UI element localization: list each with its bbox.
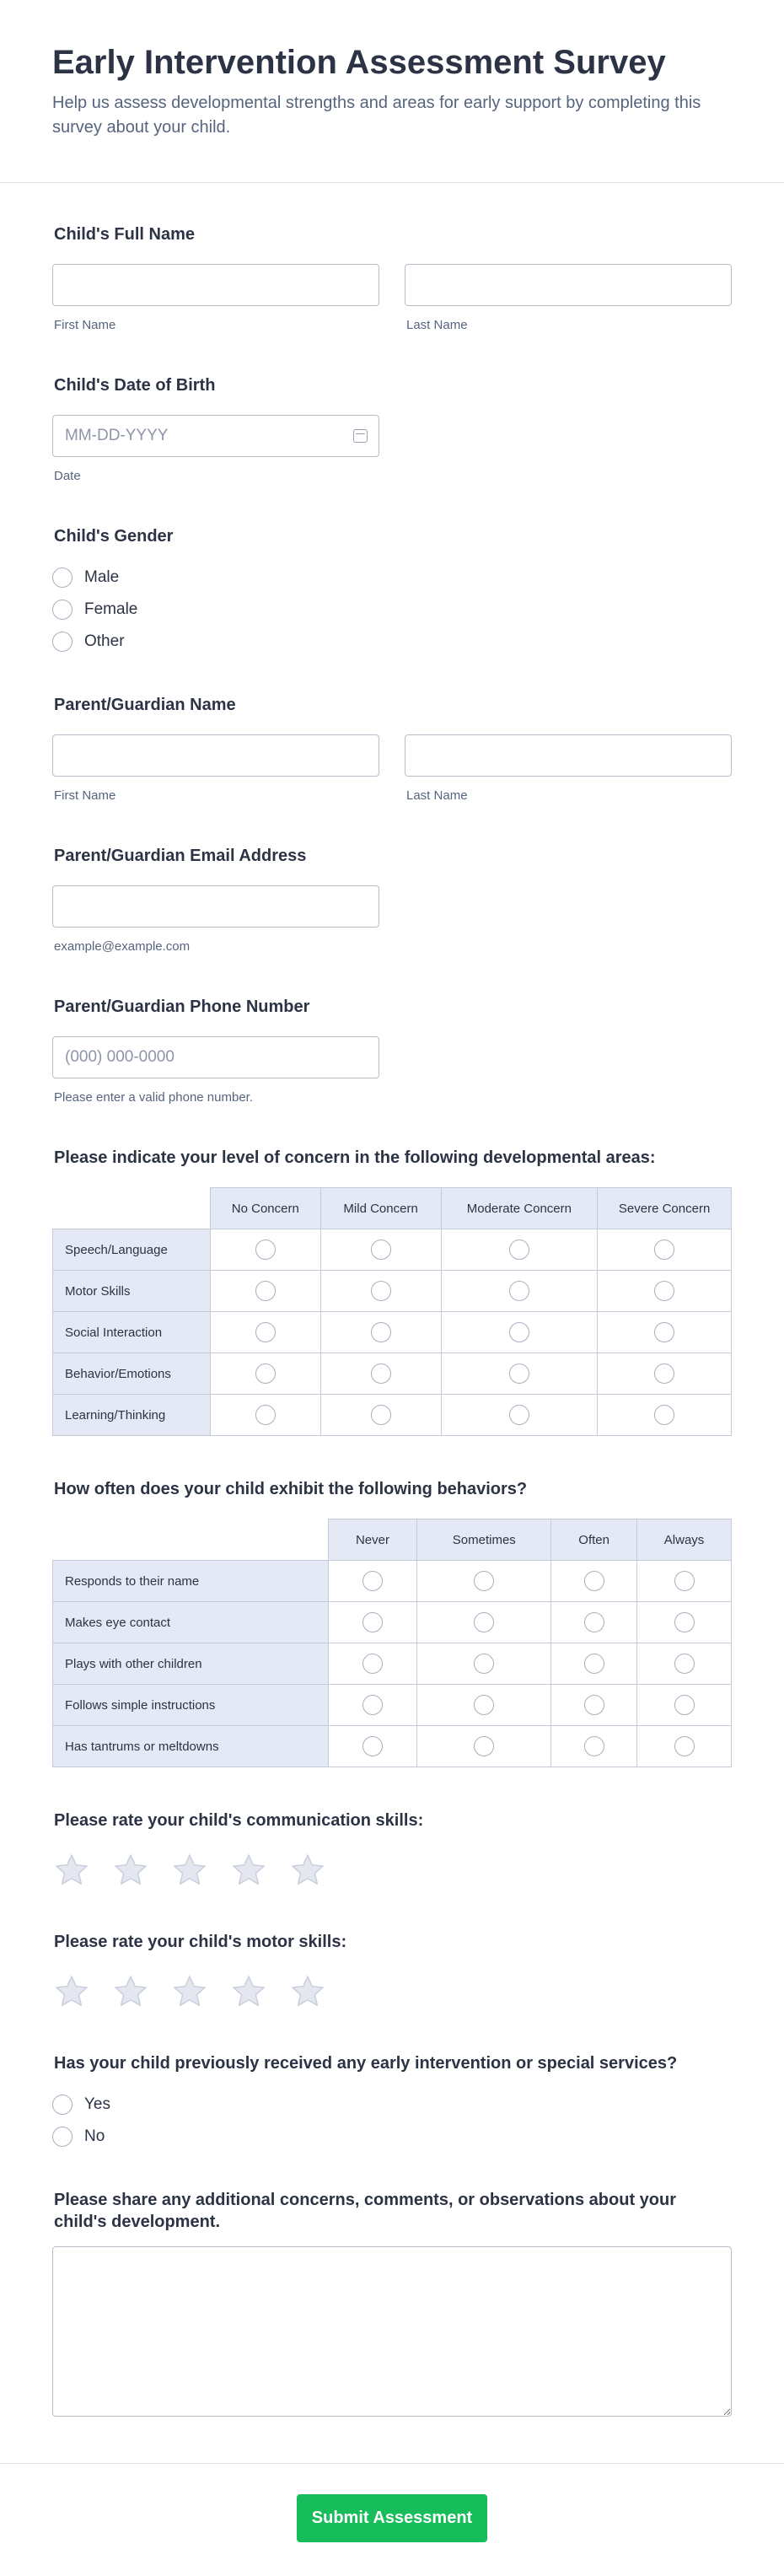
matrix-column-header: Sometimes xyxy=(417,1519,551,1561)
matrix-radio[interactable] xyxy=(674,1736,695,1756)
guardian-first-name-input[interactable] xyxy=(52,734,379,777)
email-input[interactable] xyxy=(52,885,379,928)
concern-matrix-field xyxy=(52,1147,732,1436)
gender-options xyxy=(52,566,732,652)
matrix-radio[interactable] xyxy=(255,1240,276,1260)
matrix-row-label: Behavior/Emotions xyxy=(53,1353,211,1395)
matrix-radio[interactable] xyxy=(674,1612,695,1632)
matrix-row-label: Makes eye contact xyxy=(53,1602,329,1643)
email-field xyxy=(52,845,732,954)
matrix-column-header: Often xyxy=(551,1519,637,1561)
matrix-radio[interactable] xyxy=(584,1571,604,1591)
matrix-radio[interactable] xyxy=(474,1612,494,1632)
prior-services-option-no[interactable] xyxy=(52,2127,732,2147)
form-header xyxy=(0,0,784,183)
matrix-row xyxy=(53,1726,732,1767)
child-first-name-input[interactable] xyxy=(52,264,379,306)
matrix-radio[interactable] xyxy=(584,1736,604,1756)
prior-services-label: Has your child previously received any early intervention or special services? xyxy=(54,2054,678,2073)
phone-label: Parent/Guardian Phone Number xyxy=(54,998,310,1016)
star-icon[interactable] xyxy=(111,1852,150,1889)
matrix-radio[interactable] xyxy=(654,1322,674,1342)
matrix-row-label: Speech/Language xyxy=(53,1229,211,1271)
child-last-name-input[interactable] xyxy=(405,264,732,306)
matrix-radio[interactable] xyxy=(362,1695,383,1715)
guardian-name-field xyxy=(52,694,732,803)
motor-rating-field xyxy=(52,1931,732,2010)
guardian-first-name-sublabel: First Name xyxy=(54,788,116,803)
star-icon[interactable] xyxy=(229,1973,268,2010)
matrix-radio[interactable] xyxy=(362,1612,383,1632)
dob-field xyxy=(52,374,732,483)
star-icon[interactable] xyxy=(52,1852,91,1889)
matrix-radio[interactable] xyxy=(509,1281,529,1301)
form-footer xyxy=(0,2463,784,2576)
prior-services-field xyxy=(52,2052,732,2147)
page-title: Early Intervention Assessment Survey xyxy=(52,44,666,81)
gender-option-other[interactable] xyxy=(52,632,732,652)
matrix-row xyxy=(53,1395,732,1436)
matrix-radio[interactable] xyxy=(371,1322,391,1342)
radio-button[interactable] xyxy=(52,567,72,588)
matrix-row xyxy=(53,1685,732,1726)
child-name-field xyxy=(52,223,732,332)
prior-services-option-yes[interactable] xyxy=(52,2095,732,2115)
matrix-radio[interactable] xyxy=(509,1363,529,1384)
behavior-matrix-field xyxy=(52,1478,732,1767)
matrix-row-label: Motor Skills xyxy=(53,1271,211,1312)
star-icon[interactable] xyxy=(52,1973,91,2010)
matrix-row-label: Responds to their name xyxy=(53,1561,329,1602)
comments-label: Please share any additional concerns, comments, or observations about your child's development. xyxy=(54,2191,676,2231)
gender-option-label: Other xyxy=(84,632,125,650)
matrix-radio[interactable] xyxy=(674,1571,695,1591)
matrix-radio[interactable] xyxy=(674,1695,695,1715)
radio-button[interactable] xyxy=(52,2127,72,2147)
matrix-radio[interactable] xyxy=(584,1695,604,1715)
gender-label: Child's Gender xyxy=(54,527,174,546)
motor-star-rating xyxy=(52,1971,732,2010)
prior-services-option-label: No xyxy=(84,2127,105,2145)
guardian-last-name-input[interactable] xyxy=(405,734,732,777)
matrix-row xyxy=(53,1643,732,1685)
gender-option-female[interactable] xyxy=(52,600,732,620)
comments-textarea[interactable] xyxy=(52,2246,732,2417)
matrix-radio[interactable] xyxy=(255,1322,276,1342)
star-icon[interactable] xyxy=(170,1973,209,2010)
matrix-radio[interactable] xyxy=(474,1654,494,1674)
radio-button[interactable] xyxy=(52,2095,72,2115)
star-icon[interactable] xyxy=(288,1973,327,2010)
matrix-row-label: Plays with other children xyxy=(53,1643,329,1685)
matrix-radio[interactable] xyxy=(371,1240,391,1260)
behavior-matrix xyxy=(52,1519,732,1767)
matrix-radio[interactable] xyxy=(674,1654,695,1674)
guardian-last-name-sublabel: Last Name xyxy=(406,788,468,803)
matrix-radio[interactable] xyxy=(509,1405,529,1425)
matrix-radio[interactable] xyxy=(255,1405,276,1425)
matrix-row xyxy=(53,1271,732,1312)
dob-input[interactable] xyxy=(52,415,379,457)
star-icon[interactable] xyxy=(111,1973,150,2010)
matrix-row-label: Social Interaction xyxy=(53,1312,211,1353)
matrix-row xyxy=(53,1353,732,1395)
matrix-radio[interactable] xyxy=(371,1405,391,1425)
matrix-radio[interactable] xyxy=(474,1695,494,1715)
matrix-column-header: Severe Concern xyxy=(598,1188,732,1229)
calendar-icon[interactable] xyxy=(353,429,368,443)
phone-input[interactable] xyxy=(52,1036,379,1078)
matrix-row xyxy=(53,1561,732,1602)
matrix-row xyxy=(53,1312,732,1353)
guardian-name-label: Parent/Guardian Name xyxy=(54,696,236,714)
gender-option-male[interactable] xyxy=(52,567,732,588)
phone-field xyxy=(52,996,732,1105)
communication-rating-field xyxy=(52,1810,732,1889)
prior-services-options xyxy=(52,2093,732,2147)
matrix-row-label: Follows simple instructions xyxy=(53,1685,329,1726)
matrix-radio[interactable] xyxy=(584,1612,604,1632)
gender-field xyxy=(52,525,732,652)
matrix-radio[interactable] xyxy=(474,1736,494,1756)
survey-form xyxy=(0,183,784,2463)
submit-button[interactable]: Submit Assessment xyxy=(297,2494,487,2542)
matrix-radio[interactable] xyxy=(362,1654,383,1674)
concern-matrix-label: Please indicate your level of concern in the following developmental areas: xyxy=(54,1148,656,1167)
star-icon[interactable] xyxy=(288,1852,327,1889)
child-first-name-sublabel: First Name xyxy=(54,318,116,332)
communication-star-rating xyxy=(52,1850,732,1889)
matrix-row-label: Learning/Thinking xyxy=(53,1395,211,1436)
matrix-radio[interactable] xyxy=(371,1363,391,1384)
dob-sublabel: Date xyxy=(54,469,81,483)
matrix-radio[interactable] xyxy=(474,1571,494,1591)
matrix-column-header: Always xyxy=(637,1519,732,1561)
email-label: Parent/Guardian Email Address xyxy=(54,847,307,865)
matrix-radio[interactable] xyxy=(371,1281,391,1301)
matrix-radio[interactable] xyxy=(362,1736,383,1756)
communication-rating-label: Please rate your child's communication skills: xyxy=(54,1811,424,1830)
matrix-column-header: Moderate Concern xyxy=(441,1188,598,1229)
motor-rating-label: Please rate your child's motor skills: xyxy=(54,1933,347,1951)
dob-label: Child's Date of Birth xyxy=(54,376,216,395)
comments-field xyxy=(52,2189,732,2421)
gender-option-label: Female xyxy=(84,600,138,618)
matrix-radio[interactable] xyxy=(362,1571,383,1591)
matrix-radio[interactable] xyxy=(509,1322,529,1342)
email-sublabel: example@example.com xyxy=(54,939,191,954)
page-subtitle: Help us assess developmental strengths and areas for early support by completing this survey about your child. xyxy=(52,94,701,137)
matrix-row-label: Has tantrums or meltdowns xyxy=(53,1726,329,1767)
matrix-row xyxy=(53,1229,732,1271)
matrix-radio[interactable] xyxy=(584,1654,604,1674)
matrix-column-header: Mild Concern xyxy=(320,1188,441,1229)
radio-button[interactable] xyxy=(52,600,72,620)
matrix-radio[interactable] xyxy=(654,1240,674,1260)
star-icon[interactable] xyxy=(170,1852,209,1889)
matrix-radio[interactable] xyxy=(654,1363,674,1384)
matrix-radio[interactable] xyxy=(654,1281,674,1301)
matrix-radio[interactable] xyxy=(509,1240,529,1260)
matrix-column-header: No Concern xyxy=(210,1188,320,1229)
behavior-matrix-label: How often does your child exhibit the following behaviors? xyxy=(54,1480,528,1498)
phone-sublabel: Please enter a valid phone number. xyxy=(54,1090,253,1105)
matrix-radio[interactable] xyxy=(255,1363,276,1384)
matrix-radio[interactable] xyxy=(654,1405,674,1425)
matrix-column-header: Never xyxy=(328,1519,417,1561)
gender-option-label: Male xyxy=(84,568,120,586)
child-last-name-sublabel: Last Name xyxy=(406,318,468,332)
matrix-radio[interactable] xyxy=(255,1281,276,1301)
concern-matrix xyxy=(52,1187,732,1436)
radio-button[interactable] xyxy=(52,632,72,652)
prior-services-option-label: Yes xyxy=(84,2095,110,2113)
star-icon[interactable] xyxy=(229,1852,268,1889)
matrix-row xyxy=(53,1602,732,1643)
child-name-label: Child's Full Name xyxy=(54,225,196,244)
